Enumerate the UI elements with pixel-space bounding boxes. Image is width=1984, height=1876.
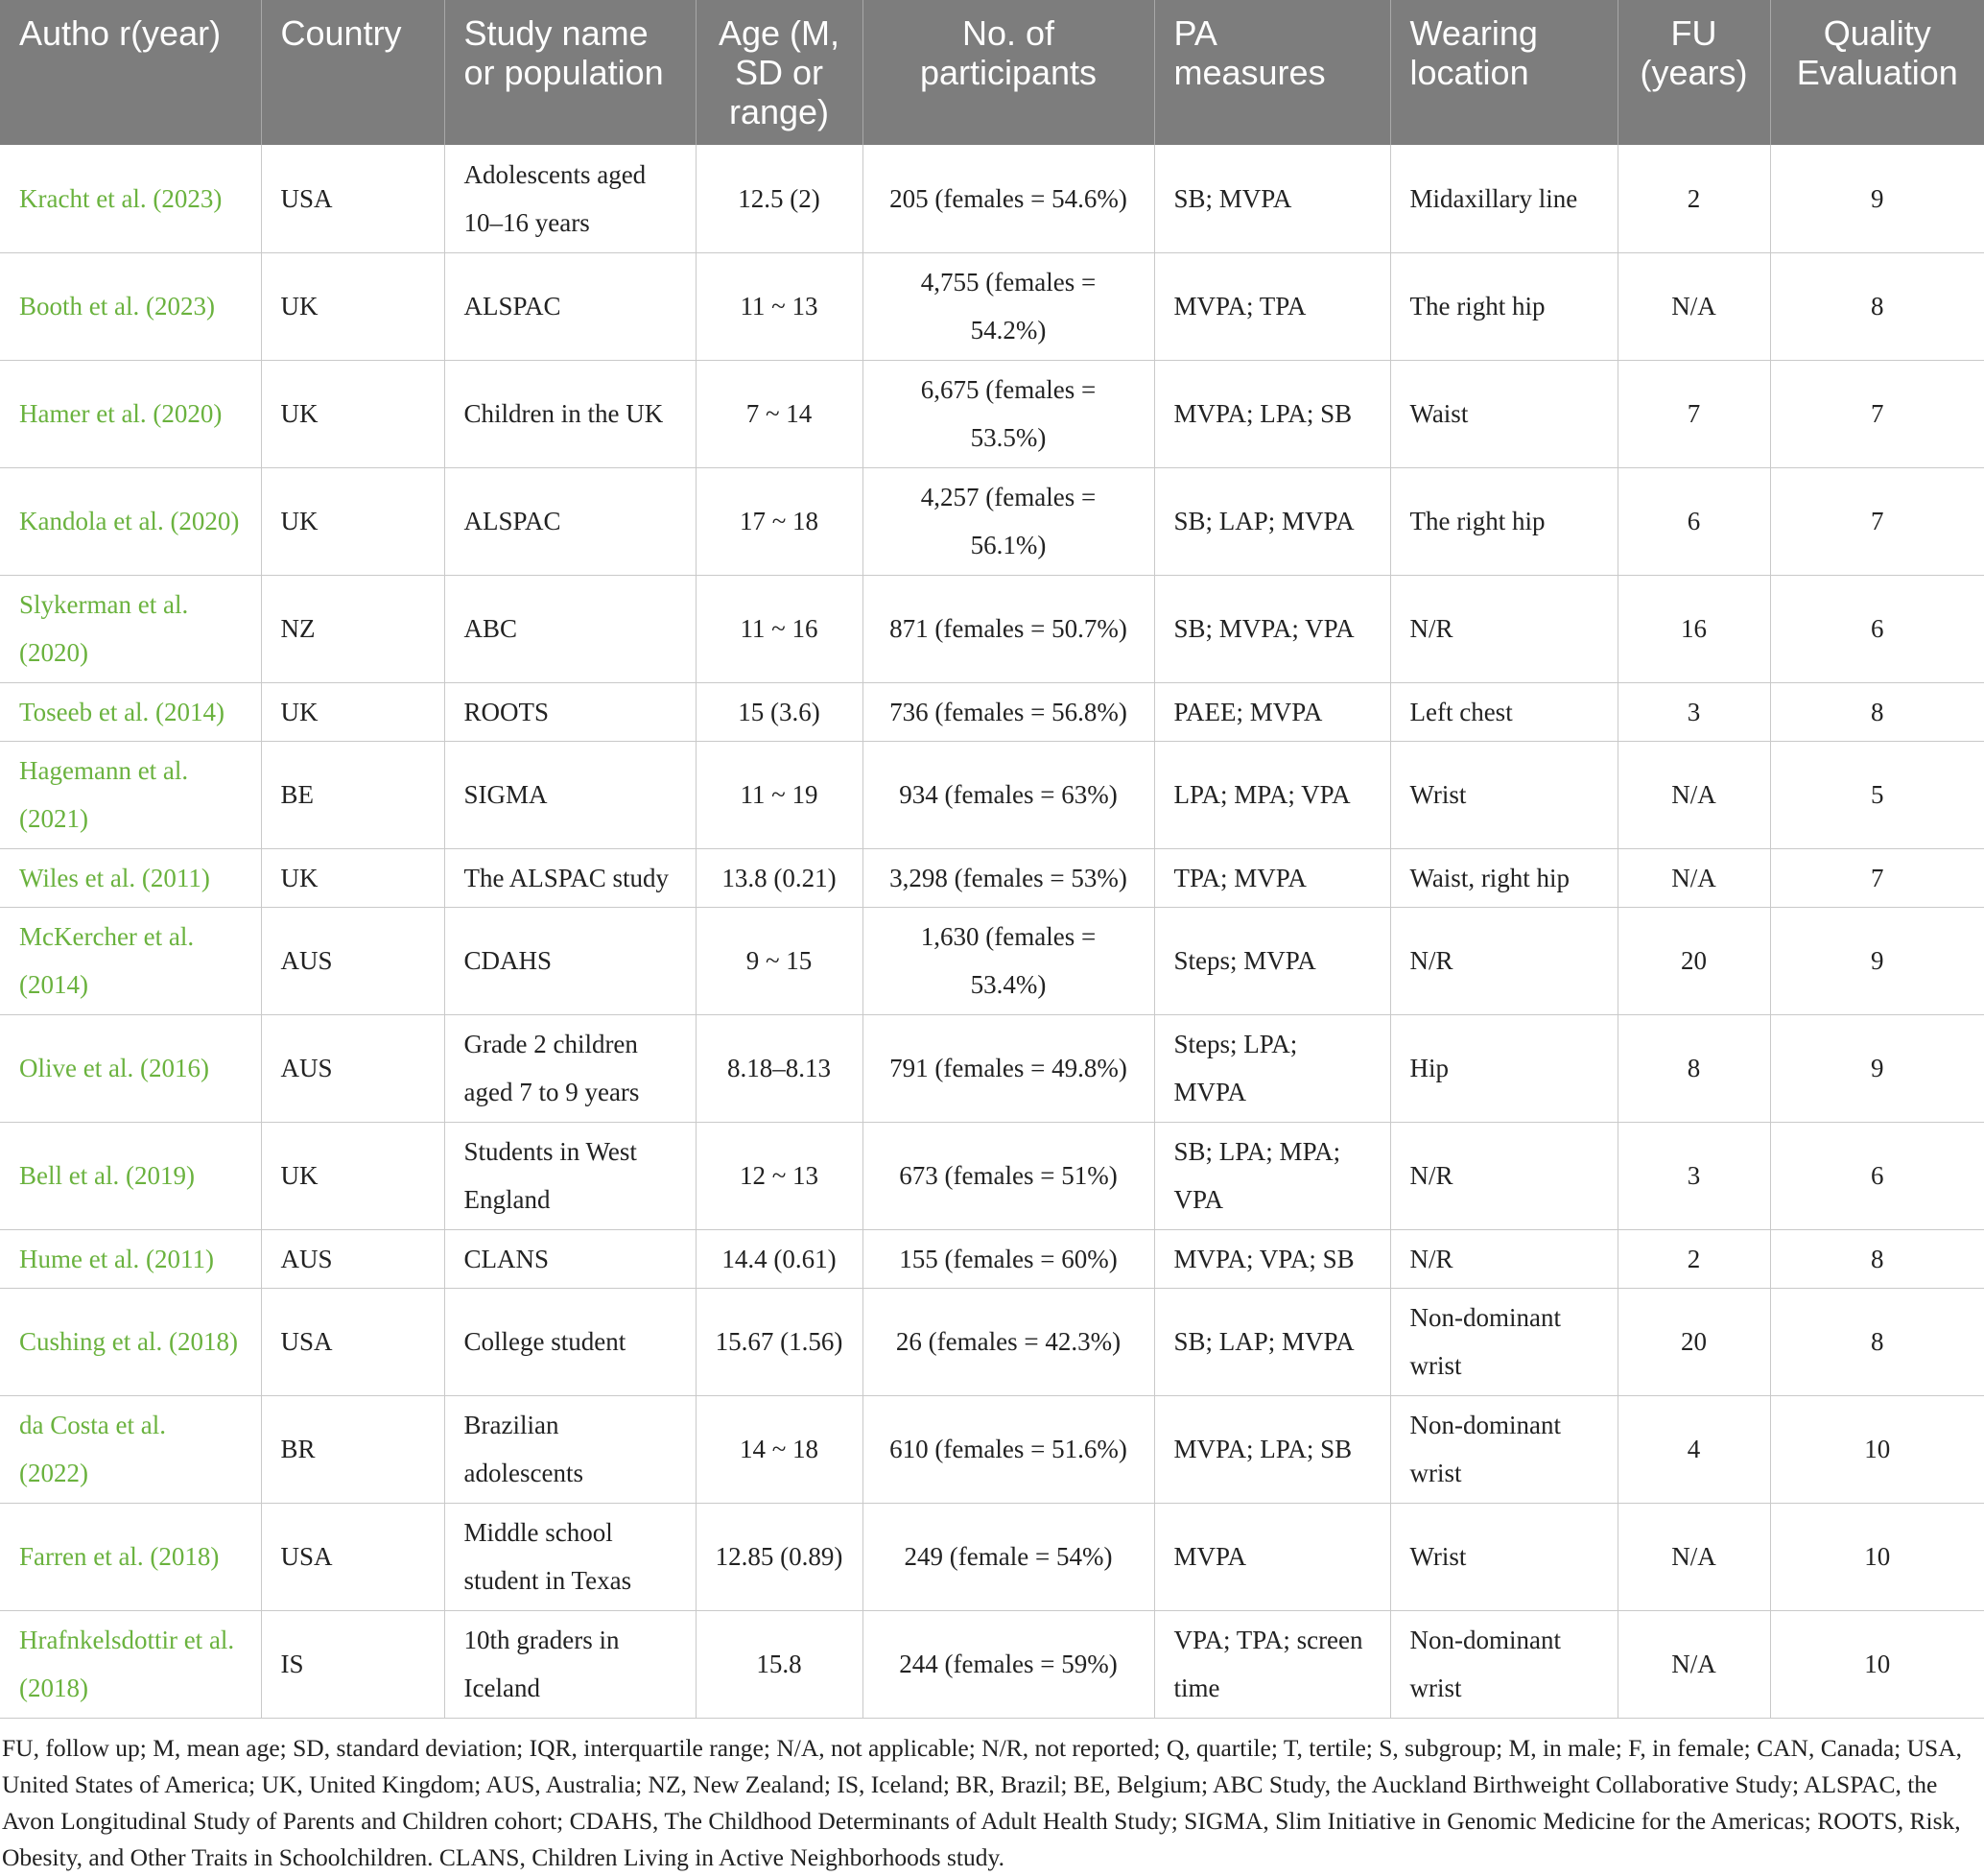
cell-quality: 8 [1770, 1229, 1984, 1288]
cell-study: CDAHS [444, 907, 696, 1014]
cell-study: The ALSPAC study [444, 848, 696, 907]
header-age: Age (M, SD or range) [696, 0, 862, 145]
cell-participants: 1,630 (females = 53.4%) [862, 907, 1154, 1014]
cell-author: Farren et al. (2018) [0, 1503, 261, 1610]
table-row [0, 1229, 1984, 1288]
cell-wearing-location: N/R [1390, 1229, 1618, 1288]
cell-participants: 791 (females = 49.8%) [862, 1014, 1154, 1122]
cell-wearing-location: N/R [1390, 907, 1618, 1014]
cell-age: 9 ~ 15 [696, 907, 862, 1014]
cell-age: 12 ~ 13 [696, 1122, 862, 1229]
table-row [0, 145, 1984, 252]
cell-pa-measures: PAEE; MVPA [1154, 682, 1390, 741]
cell-age: 13.8 (0.21) [696, 848, 862, 907]
cell-wearing-location: N/R [1390, 1122, 1618, 1229]
cell-wearing-location: N/R [1390, 575, 1618, 682]
cell-author: da Costa et al. (2022) [0, 1395, 261, 1503]
cell-country: UK [261, 360, 444, 467]
cell-study: Brazilian adolescents [444, 1395, 696, 1503]
cell-fu: 2 [1618, 1229, 1770, 1288]
cell-country: NZ [261, 575, 444, 682]
cell-study: Middle school student in Texas [444, 1503, 696, 1610]
cell-pa-measures: MVPA; LPA; SB [1154, 1395, 1390, 1503]
cell-pa-measures: MVPA; VPA; SB [1154, 1229, 1390, 1288]
cell-quality: 8 [1770, 252, 1984, 360]
cell-author: McKercher et al. (2014) [0, 907, 261, 1014]
cell-pa-measures: SB; MVPA; VPA [1154, 575, 1390, 682]
cell-wearing-location: Wrist [1390, 741, 1618, 848]
header-participants: No. of participants [862, 0, 1154, 145]
cell-author: Hume et al. (2011) [0, 1229, 261, 1288]
table-row [0, 252, 1984, 360]
cell-country: USA [261, 145, 444, 252]
table-body [0, 145, 1984, 1718]
cell-study: Adolescents aged 10–16 years [444, 145, 696, 252]
cell-age: 7 ~ 14 [696, 360, 862, 467]
cell-author: Cushing et al. (2018) [0, 1288, 261, 1395]
cell-quality: 10 [1770, 1610, 1984, 1718]
cell-fu: N/A [1618, 741, 1770, 848]
cell-study: Students in West England [444, 1122, 696, 1229]
cell-participants: 736 (females = 56.8%) [862, 682, 1154, 741]
cell-wearing-location: Hip [1390, 1014, 1618, 1122]
cell-pa-measures: MVPA [1154, 1503, 1390, 1610]
cell-fu: N/A [1618, 1503, 1770, 1610]
cell-pa-measures: SB; LPA; MPA; VPA [1154, 1122, 1390, 1229]
cell-participants: 3,298 (females = 53%) [862, 848, 1154, 907]
cell-quality: 9 [1770, 145, 1984, 252]
cell-author: Slykerman et al. (2020) [0, 575, 261, 682]
table-row [0, 1288, 1984, 1395]
cell-age: 15.67 (1.56) [696, 1288, 862, 1395]
header-study: Study name or population [444, 0, 696, 145]
cell-participants: 249 (female = 54%) [862, 1503, 1154, 1610]
cell-pa-measures: TPA; MVPA [1154, 848, 1390, 907]
header-country: Country [261, 0, 444, 145]
cell-study: College student [444, 1288, 696, 1395]
cell-quality: 7 [1770, 848, 1984, 907]
table-row [0, 575, 1984, 682]
header-author: Autho r(year) [0, 0, 261, 145]
cell-country: AUS [261, 1229, 444, 1288]
cell-fu: 20 [1618, 907, 1770, 1014]
cell-participants: 610 (females = 51.6%) [862, 1395, 1154, 1503]
table-row [0, 741, 1984, 848]
cell-quality: 10 [1770, 1395, 1984, 1503]
cell-country: USA [261, 1503, 444, 1610]
cell-age: 11 ~ 13 [696, 252, 862, 360]
cell-participants: 244 (females = 59%) [862, 1610, 1154, 1718]
table-row [0, 1610, 1984, 1718]
header-fu: FU (years) [1618, 0, 1770, 145]
cell-quality: 7 [1770, 360, 1984, 467]
cell-pa-measures: SB; LAP; MVPA [1154, 1288, 1390, 1395]
cell-quality: 8 [1770, 1288, 1984, 1395]
cell-study: 10th graders in Iceland [444, 1610, 696, 1718]
cell-fu: 2 [1618, 145, 1770, 252]
cell-country: IS [261, 1610, 444, 1718]
header-wearing-location: Wearing location [1390, 0, 1618, 145]
cell-country: UK [261, 848, 444, 907]
table-row [0, 1503, 1984, 1610]
cell-study: ABC [444, 575, 696, 682]
cell-country: AUS [261, 907, 444, 1014]
cell-pa-measures: Steps; LPA; MVPA [1154, 1014, 1390, 1122]
cell-quality: 6 [1770, 575, 1984, 682]
header-pa-measures: PA measures [1154, 0, 1390, 145]
cell-fu: N/A [1618, 848, 1770, 907]
cell-study: ROOTS [444, 682, 696, 741]
cell-author: Hamer et al. (2020) [0, 360, 261, 467]
cell-country: UK [261, 467, 444, 575]
cell-pa-measures: VPA; TPA; screen time [1154, 1610, 1390, 1718]
table-row [0, 848, 1984, 907]
cell-participants: 26 (females = 42.3%) [862, 1288, 1154, 1395]
table-row [0, 1395, 1984, 1503]
cell-wearing-location: Non-dominant wrist [1390, 1610, 1618, 1718]
table-row [0, 682, 1984, 741]
cell-pa-measures: MVPA; TPA [1154, 252, 1390, 360]
cell-fu: 16 [1618, 575, 1770, 682]
cell-pa-measures: SB; LAP; MVPA [1154, 467, 1390, 575]
cell-wearing-location: Left chest [1390, 682, 1618, 741]
cell-fu: N/A [1618, 1610, 1770, 1718]
cell-participants: 4,257 (females = 56.1%) [862, 467, 1154, 575]
table-row [0, 907, 1984, 1014]
table-row [0, 467, 1984, 575]
cell-fu: 6 [1618, 467, 1770, 575]
cell-wearing-location: Waist, right hip [1390, 848, 1618, 907]
header-row [0, 0, 1984, 145]
cell-participants: 673 (females = 51%) [862, 1122, 1154, 1229]
cell-wearing-location: Waist [1390, 360, 1618, 467]
cell-age: 8.18–8.13 [696, 1014, 862, 1122]
cell-participants: 6,675 (females = 53.5%) [862, 360, 1154, 467]
cell-study: ALSPAC [444, 467, 696, 575]
cell-age: 14 ~ 18 [696, 1395, 862, 1503]
cell-pa-measures: SB; MVPA [1154, 145, 1390, 252]
cell-quality: 7 [1770, 467, 1984, 575]
cell-age: 17 ~ 18 [696, 467, 862, 575]
table-row [0, 1014, 1984, 1122]
cell-participants: 871 (females = 50.7%) [862, 575, 1154, 682]
cell-age: 14.4 (0.61) [696, 1229, 862, 1288]
cell-wearing-location: Non-dominant wrist [1390, 1395, 1618, 1503]
cell-author: Kandola et al. (2020) [0, 467, 261, 575]
cell-country: BR [261, 1395, 444, 1503]
table-row [0, 1122, 1984, 1229]
cell-author: Toseeb et al. (2014) [0, 682, 261, 741]
cell-quality: 8 [1770, 682, 1984, 741]
cell-study: SIGMA [444, 741, 696, 848]
cell-quality: 9 [1770, 907, 1984, 1014]
cell-age: 11 ~ 16 [696, 575, 862, 682]
cell-author: Hrafnkelsdottir et al. (2018) [0, 1610, 261, 1718]
cell-study: CLANS [444, 1229, 696, 1288]
cell-participants: 155 (females = 60%) [862, 1229, 1154, 1288]
cell-author: Kracht et al. (2023) [0, 145, 261, 252]
cell-author: Wiles et al. (2011) [0, 848, 261, 907]
cell-age: 15 (3.6) [696, 682, 862, 741]
cell-author: Booth et al. (2023) [0, 252, 261, 360]
cell-fu: 4 [1618, 1395, 1770, 1503]
cell-quality: 6 [1770, 1122, 1984, 1229]
cell-age: 11 ~ 19 [696, 741, 862, 848]
cell-country: BE [261, 741, 444, 848]
cell-country: UK [261, 1122, 444, 1229]
cell-author: Bell et al. (2019) [0, 1122, 261, 1229]
cell-country: USA [261, 1288, 444, 1395]
cell-fu: 8 [1618, 1014, 1770, 1122]
cell-participants: 205 (females = 54.6%) [862, 145, 1154, 252]
cell-fu: N/A [1618, 252, 1770, 360]
cell-fu: 3 [1618, 1122, 1770, 1229]
cell-study: ALSPAC [444, 252, 696, 360]
cell-wearing-location: Wrist [1390, 1503, 1618, 1610]
cell-author: Olive et al. (2016) [0, 1014, 261, 1122]
cell-wearing-location: Midaxillary line [1390, 145, 1618, 252]
cell-pa-measures: MVPA; LPA; SB [1154, 360, 1390, 467]
cell-quality: 10 [1770, 1503, 1984, 1610]
cell-pa-measures: LPA; MPA; VPA [1154, 741, 1390, 848]
cell-quality: 5 [1770, 741, 1984, 848]
table-row [0, 360, 1984, 467]
cell-wearing-location: Non-dominant wrist [1390, 1288, 1618, 1395]
cell-pa-measures: Steps; MVPA [1154, 907, 1390, 1014]
cell-study: Children in the UK [444, 360, 696, 467]
cell-quality: 9 [1770, 1014, 1984, 1122]
cell-participants: 934 (females = 63%) [862, 741, 1154, 848]
cell-author: Hagemann et al. (2021) [0, 741, 261, 848]
cell-age: 15.8 [696, 1610, 862, 1718]
cell-study: Grade 2 children aged 7 to 9 years [444, 1014, 696, 1122]
cell-country: UK [261, 682, 444, 741]
cell-age: 12.5 (2) [696, 145, 862, 252]
table-footnote: FU, follow up; M, mean age; SD, standard deviation; IQR, interquartile range; N/A, not applicable; N/R, not reported; Q, quartile; T, tertile; S, subgroup; M, in male; F, in female; CAN, Canada; USA, United States of America; UK, United Kingdom; AUS, Australia; NZ, New Zealand; IS, Iceland; BR, Brazil; BE, Belgium; ABC Study, the Auckland Birthweight Collaborative Study; ALSPAC, the Avon Longitudinal Study of Parents and Children cohort; CDAHS, The Childhood Determinants of Adult Health Study; SIGMA, Slim Initiative in Genomic Medicine for the Americas; ROOTS, Risk, Obesity, and Other Traits in Schoolchildren. CLANS, Children Living in Active Neighborhoods study. [2, 1733, 1963, 1871]
cell-wearing-location: The right hip [1390, 467, 1618, 575]
cell-country: UK [261, 252, 444, 360]
cell-wearing-location: The right hip [1390, 252, 1618, 360]
cell-fu: 7 [1618, 360, 1770, 467]
cell-age: 12.85 (0.89) [696, 1503, 862, 1610]
header-quality: Quality Evaluation [1770, 0, 1984, 145]
cell-participants: 4,755 (females = 54.2%) [862, 252, 1154, 360]
cell-fu: 20 [1618, 1288, 1770, 1395]
cell-country: AUS [261, 1014, 444, 1122]
cell-fu: 3 [1618, 682, 1770, 741]
